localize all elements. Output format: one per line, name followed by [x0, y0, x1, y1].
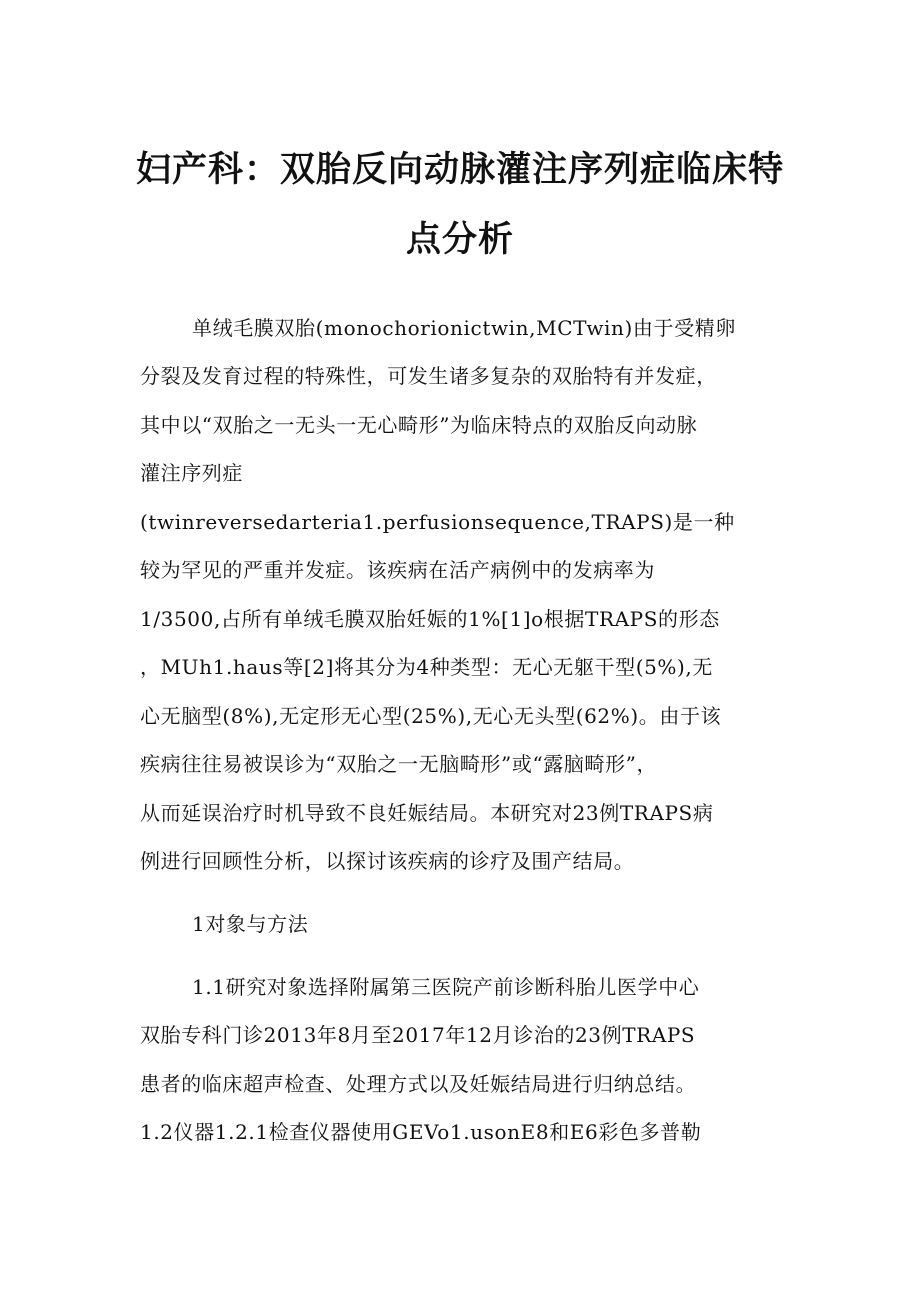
body-line-9: 心无脑型(8%),无定形无心型(25%),无心无头型(62%)。由于该: [140, 704, 722, 728]
body-line-5: (twinreversedarteria1.perfusionsequence,TRAPS)是一种: [140, 510, 735, 534]
document-title-line-2: 点分析: [405, 220, 514, 260]
body-line-4: 灌注序列症: [140, 461, 243, 485]
body-line-3: 其中以“双胎之一无头一无心畸形”为临床特点的双胎反向动脉: [140, 413, 698, 437]
document-title-line-1: 妇产科：双胎反向动脉灌注序列症临床特: [135, 150, 784, 190]
body-line-7: 1/3500,占所有单绒毛膜双胎妊娠的1%[1]o根据TRAPS的形态: [140, 607, 720, 631]
body-line-11: 从而延误治疗时机导致不良妊娠结局。本研究对23例TRAPS病: [140, 801, 714, 825]
section-heading: 1对象与方法: [192, 912, 309, 936]
body-line-13: 1.1研究对象选择附属第三医院产前诊断科胎儿医学中心: [192, 975, 700, 999]
body-line-6: 较为罕见的严重并发症。该疾病在活产病例中的发病率为: [140, 558, 655, 582]
body-line-1: 单绒毛膜双胎(monochorionictwin,MCTwin)由于受精卵: [192, 316, 736, 340]
body-line-8: ，MUh1.haus等[2]将其分为4种类型：无心无躯干型(5%),无: [140, 655, 713, 679]
body-line-12: 例进行回顾性分析，以探讨该疾病的诊疗及围产结局。: [140, 849, 635, 873]
body-line-10: 疾病往往易被误诊为“双胎之一无脑畸形”或“露脑畸形”，: [140, 752, 658, 776]
body-line-14: 双胎专科门诊2013年8月至2017年12月诊治的23例TRAPS: [140, 1023, 696, 1047]
body-line-16: 1.2仪器1.2.1检查仪器使用GEVo1.usonE8和E6彩色多普勒: [140, 1120, 702, 1144]
body-line-2: 分裂及发育过程的特殊性，可发生诸多复杂的双胎特有并发症，: [140, 364, 717, 388]
body-line-15: 患者的临床超声检查、处理方式以及妊娠结局进行归纳总结。: [140, 1072, 697, 1096]
